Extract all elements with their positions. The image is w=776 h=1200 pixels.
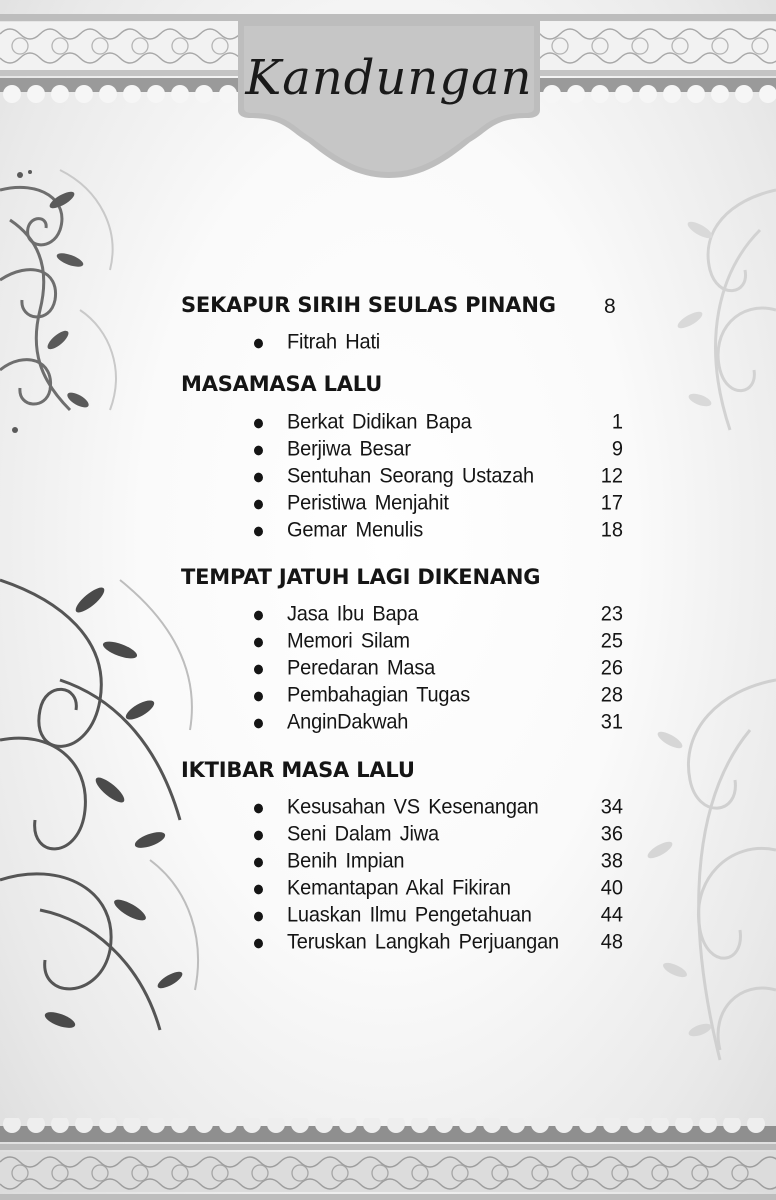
entry-page-number: 34 — [600, 795, 623, 819]
entry-page-number: 40 — [600, 876, 623, 900]
bullet-icon — [254, 419, 263, 429]
entry-page-number: 18 — [600, 518, 623, 542]
bullet-icon — [254, 500, 263, 510]
bullet-icon — [254, 665, 263, 675]
entry-label: Sentuhan Seorang Ustazah — [287, 464, 534, 488]
entry-page-number: 31 — [600, 710, 623, 734]
toc-entry[interactable] — [254, 410, 626, 439]
entry-label: Benih Impian — [287, 849, 405, 873]
toc-entry[interactable] — [254, 518, 626, 547]
entry-page-number: 38 — [600, 849, 623, 873]
bullet-icon — [254, 831, 263, 841]
entry-page-number: 12 — [600, 464, 623, 488]
entry-label: Seni Dalam Jiwa — [287, 822, 439, 846]
entry-label: Peredaran Masa — [287, 656, 436, 680]
entry-page-number: 1 — [611, 410, 623, 434]
entry-label: Jasa Ibu Bapa — [287, 602, 419, 626]
toc-entry[interactable] — [254, 602, 626, 631]
toc-entry[interactable] — [254, 629, 626, 658]
section-title: MASAMASA LALU — [181, 372, 383, 396]
entry-label: Teruskan Langkah Perjuangan — [287, 930, 559, 954]
bullet-icon — [254, 339, 263, 349]
bullet-icon — [254, 858, 263, 868]
toc-entry[interactable] — [254, 822, 626, 851]
toc-entry[interactable] — [254, 795, 626, 824]
toc-entry[interactable] — [254, 491, 626, 520]
entry-label: Kesusahan VS Kesenangan — [287, 795, 539, 819]
entry-page-number: 25 — [600, 629, 623, 653]
toc-entry[interactable] — [254, 876, 626, 905]
section-title: SEKAPUR SIRIH SEULAS PINANG — [181, 293, 556, 317]
bullet-icon — [254, 446, 263, 456]
entry-label: Fitrah Hati — [287, 330, 381, 354]
section-page-number: 8 — [604, 295, 616, 318]
toc-entry[interactable] — [254, 710, 626, 739]
entry-label: Gemar Menulis — [287, 518, 423, 542]
bullet-icon — [254, 719, 263, 729]
toc-entry[interactable] — [254, 330, 626, 359]
bullet-icon — [254, 804, 263, 814]
entry-page-number: 23 — [600, 602, 623, 626]
toc-entry[interactable] — [254, 437, 626, 466]
bullet-icon — [254, 939, 263, 949]
bullet-icon — [254, 473, 263, 483]
entry-page-number: 26 — [600, 656, 623, 680]
entry-label: Kemantapan Akal Fikiran — [287, 876, 511, 900]
toc-entry[interactable] — [254, 930, 626, 959]
toc-entry[interactable] — [254, 683, 626, 712]
entry-label: Pembahagian Tugas — [287, 683, 471, 707]
toc-entry[interactable] — [254, 656, 626, 685]
entry-label: Memori Silam — [287, 629, 410, 653]
bullet-icon — [254, 912, 263, 922]
section-title: TEMPAT JATUH LAGI DIKENANG — [181, 565, 541, 589]
entry-label: Berjiwa Besar — [287, 437, 411, 461]
page-title: Kandungan — [245, 50, 533, 106]
entry-label: Luaskan Ilmu Pengetahuan — [287, 903, 532, 927]
entry-page-number: 17 — [600, 491, 623, 515]
bullet-icon — [254, 692, 263, 702]
entry-label: Berkat Didikan Bapa — [287, 410, 472, 434]
entry-label: AnginDakwah — [287, 710, 409, 734]
bullet-icon — [254, 638, 263, 648]
entry-page-number: 9 — [611, 437, 623, 461]
entry-page-number: 36 — [600, 822, 623, 846]
toc-entry[interactable] — [254, 464, 626, 493]
bullet-icon — [254, 885, 263, 895]
bullet-icon — [254, 527, 263, 537]
toc-entry[interactable] — [254, 903, 626, 932]
section-title: IKTIBAR MASA LALU — [181, 758, 415, 782]
entry-page-number: 44 — [600, 903, 623, 927]
entry-page-number: 28 — [600, 683, 623, 707]
bullet-icon — [254, 611, 263, 621]
entry-label: Peristiwa Menjahit — [287, 491, 449, 515]
entry-page-number: 48 — [600, 930, 623, 954]
toc-entry[interactable] — [254, 849, 626, 878]
